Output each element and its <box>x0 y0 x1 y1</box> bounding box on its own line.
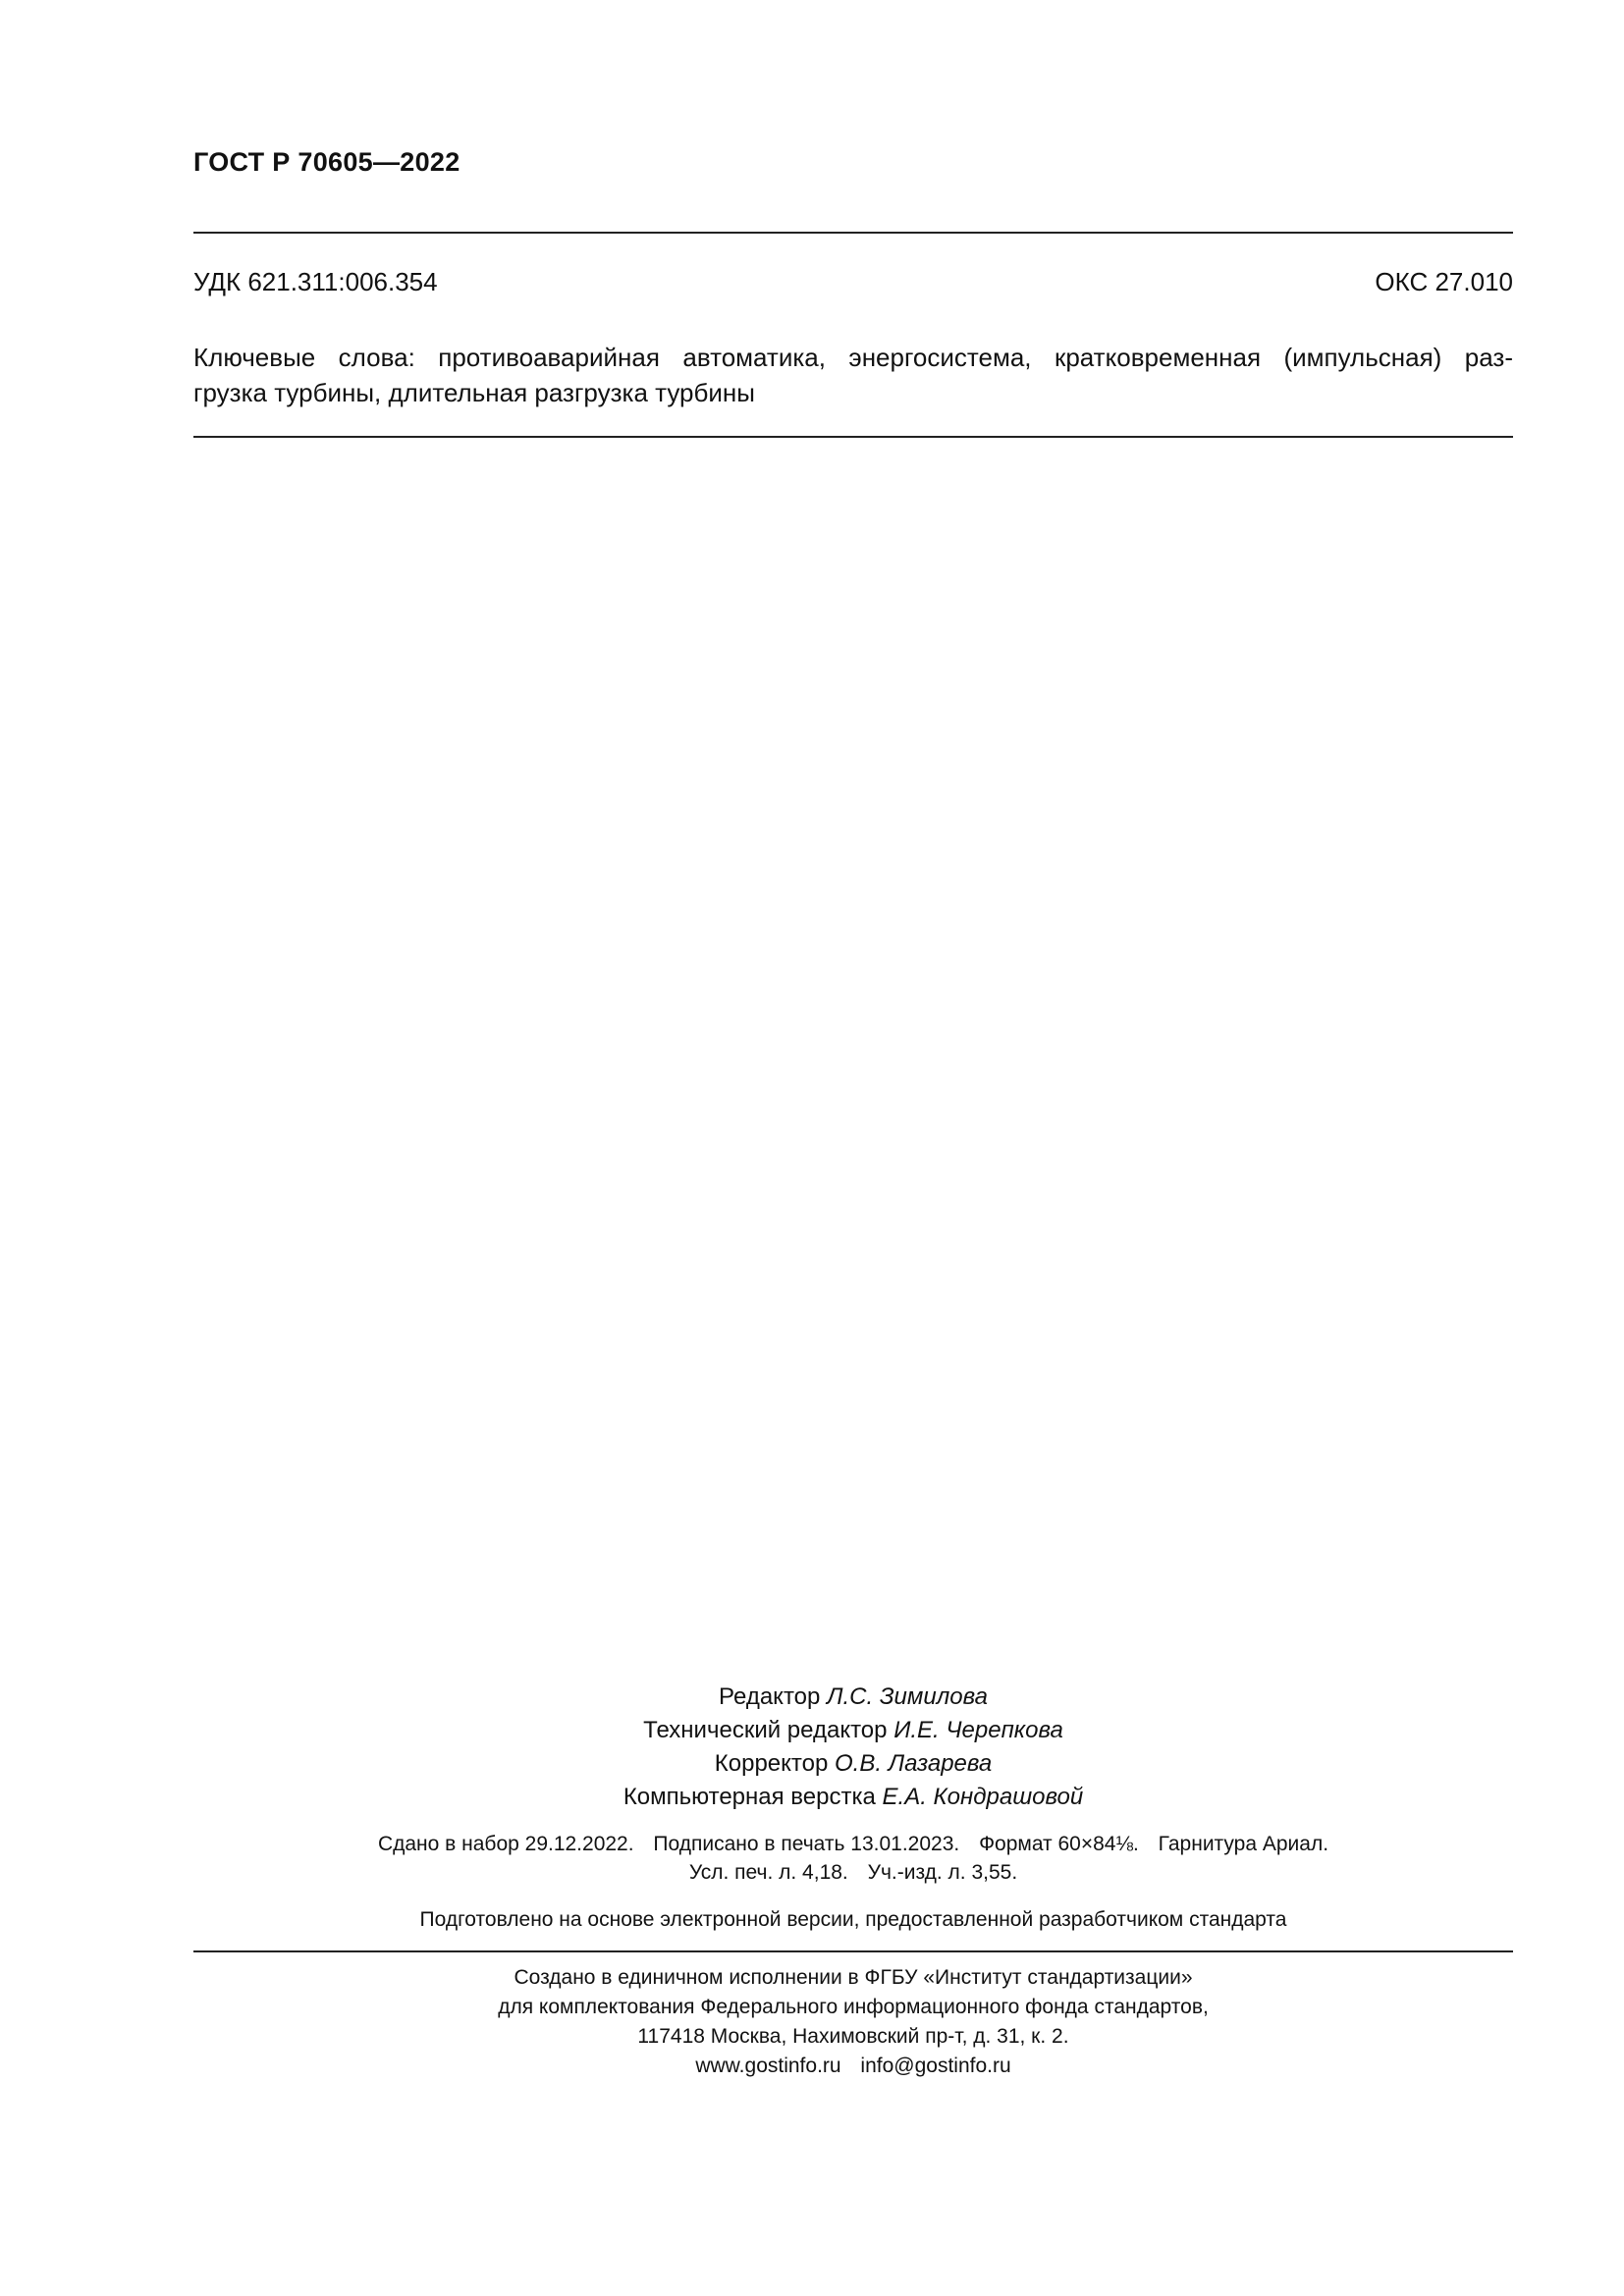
website-link[interactable]: www.gostinfo.ru <box>695 2055 841 2077</box>
udk-code: УДК 621.311:006.354 <box>193 267 438 296</box>
layout-credit <box>193 1781 1513 1814</box>
editor-role: Редактор <box>719 1683 821 1710</box>
print-info-block <box>193 1830 1513 1887</box>
publisher-block <box>193 1963 1513 2081</box>
oks-code: ОКС 27.010 <box>1375 267 1513 296</box>
tech-editor-role: Технический редактор <box>643 1717 888 1743</box>
layout-role: Компьютерная верстка <box>623 1784 876 1810</box>
imprint-divider <box>193 1950 1513 1952</box>
layout-name: Е.А. Кондрашовой <box>882 1784 1084 1810</box>
print-sheets: Усл. печ. л. 4,18. <box>688 1861 848 1884</box>
document-code: ГОСТ Р 70605—2022 <box>193 147 460 177</box>
typeface: Гарнитура Ариал. <box>1158 1833 1329 1855</box>
paper-format: Формат 60×84⅛. <box>979 1833 1139 1855</box>
email-link[interactable]: info@gostinfo.ru <box>860 2055 1011 2077</box>
print-info-line-2 <box>193 1858 1513 1887</box>
submitted-date: Сдано в набор 29.12.2022. <box>377 1833 634 1855</box>
credits-block <box>193 1681 1513 1814</box>
publisher-line-2: для комплектования Федерального информационного фонда стандартов, <box>498 1996 1209 2018</box>
corrector-name: О.В. Лазарева <box>835 1750 993 1777</box>
publisher-address: 117418 Москва, Нахимовский пр-т, д. 31, к. 2. <box>637 2025 1069 2048</box>
keywords-line-2: грузка турбины, длительная разгрузка турбины <box>193 378 755 407</box>
keywords-line-1: Ключевые слова: противоаварийная автоматика, энергосистема, кратковременная (импульсная) раз- <box>193 343 1513 372</box>
publisher-sheets: Уч.-изд. л. 3,55. <box>867 1861 1018 1884</box>
keywords-divider <box>193 436 1513 438</box>
tech-editor-name: И.Е. Черепкова <box>893 1717 1063 1743</box>
signed-date: Подписано в печать 13.01.2023. <box>653 1833 960 1855</box>
corrector-credit <box>193 1747 1513 1781</box>
editor-name: Л.С. Зимилова <box>827 1683 988 1710</box>
prepared-note: Подготовлено на основе электронной версии, предоставленной разработчиком стандарта <box>419 1908 1287 1931</box>
publisher-contacts <box>193 2052 1513 2081</box>
corrector-role: Корректор <box>714 1750 829 1777</box>
print-info-line-1 <box>193 1830 1513 1858</box>
keywords-paragraph <box>193 340 1513 410</box>
publisher-line-1: Создано в единичном исполнении в ФГБУ «Институт стандартизации» <box>514 1966 1193 1989</box>
top-divider <box>193 232 1513 234</box>
editor-credit <box>193 1681 1513 1714</box>
tech-editor-credit <box>193 1714 1513 1747</box>
